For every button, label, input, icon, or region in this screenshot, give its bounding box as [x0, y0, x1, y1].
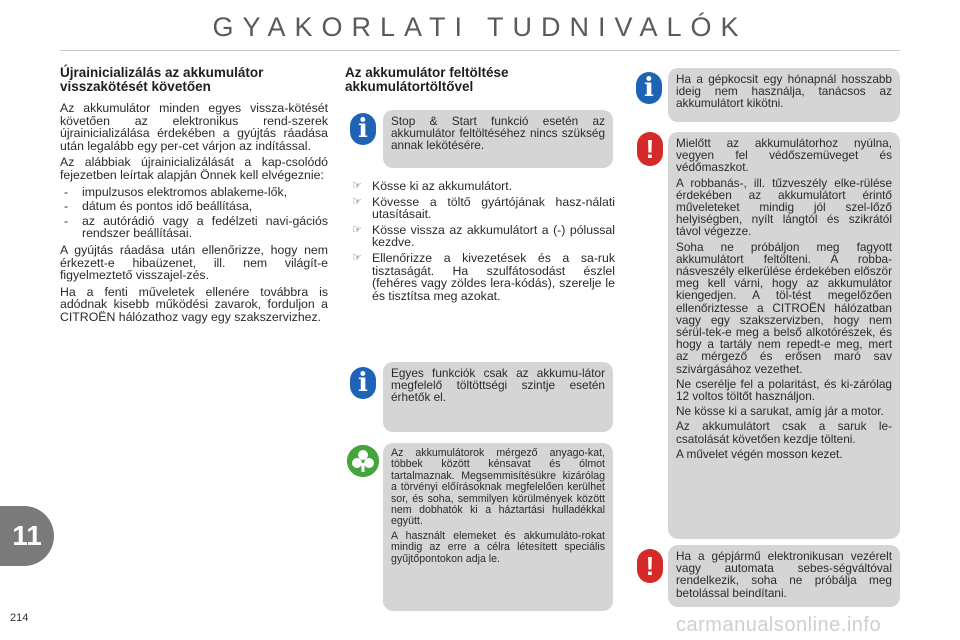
info-icon: i: [350, 113, 376, 145]
charging-section: [345, 66, 615, 102]
disposal-note: [383, 443, 613, 611]
pointing-hand-icon: ☞: [352, 251, 362, 264]
watermark: carmanualsonline.info: [676, 614, 882, 636]
reinit-paragraph-4: Ha a fenti műveletek ellenére továbbra is adódnak kisebb működési zavarok, forduljon a CITROËN hálózathoz vagy egy szakszervizhez.: [60, 284, 328, 324]
reinit-heading: Újrainicializálás az akkumulátor visszakötését követően: [60, 65, 264, 94]
page-number: 214: [10, 612, 29, 624]
note-text: Az akkumulátorok mérgező anyago-kat, többek között kénsavat és ólmot tartalmaznak. Megsemmisítésükre kizárólag a törvényi előírásoknak megfelelően kerülhet sor, és soha, semmilyen körülmények között nem dobhatók ki a háztartási hulladékkal együtt.: [391, 447, 605, 528]
warning-text: A robbanás-, ill. tűzveszély elke-rülése érdekében az akkumulátort érintő műveleteket mindig jól szel-lőző helyiségben, nyílt lángtól és szikrától távol végezze.: [676, 175, 892, 239]
list-item: - dátum és pontos idő beállítása,: [60, 200, 328, 213]
list-item: ☞ Ellenőrizze a kivezetések és a sa-ruk tisztaságát. Ha szulfátosodást észlel (fehéres vagy zöldes lera-kódás), szerelje le és tisztítsa meg azokat.: [352, 250, 615, 303]
warning-text: Ha a gépjármű elektronikusan vezérelt vagy automata sebes-ségváltóval rendelkezik, soha ne próbálja meg betolással beindítani.: [676, 549, 892, 600]
list-item: ☞ Kösse ki az akkumulátort.: [352, 179, 513, 193]
warning-text: Mielőtt az akkumulátorhoz nyúlna, vegyen fel védőszemüveget és védőmaszkot.: [676, 136, 892, 175]
charge-level-note: [383, 362, 613, 432]
recycle-icon: [347, 445, 379, 477]
reinit-paragraph-3: A gyújtás ráadása után ellenőrizze, hogy nem érkezett-e hibaüzenet, ill. nem világít-e figyelmeztető visszajel-zés.: [60, 242, 328, 283]
long-storage-note: [668, 68, 900, 122]
pointing-hand-icon: ☞: [352, 180, 362, 192]
pointing-hand-icon: ☞: [352, 223, 362, 236]
chapter-tab: 11: [0, 506, 54, 566]
note-text: Egyes funkciók csak az akkumu-látor megfelelő töltöttségi szintje esetén érhetők el.: [391, 366, 605, 405]
info-icon: i: [350, 367, 376, 399]
reinit-paragraph-1: Az akkumulátor minden egyes vissza-kötését követően az elektronikus rend-szerek újrainicializálása érdekében a gyújtás ráadása után legalább egy per-cet várjon az indítással.: [60, 101, 328, 153]
warning-text: Soha ne próbáljon meg fagyott akkumulátort feltölteni. A robba-násveszély elkerülése érdekében először meg kell várni, hogy az akkumulátor kiengedjen. A töl-tést megelőzően ellenőriztesse a CITROËN hálózatban vagy egy szakszervizben, hogy nem sérül-tek-e meg a belső alkotórészek, és hogy a tartály nem repedt-e meg, mert az mérgező és erősen maró sav szivárgásához vezethet.: [676, 239, 892, 376]
note-text: Stop & Start funkció esetén az akkumulátor feltöltéséhez nincs szükség annak lekötésére.: [391, 114, 605, 153]
page-title: GYAKORLATI TUDNIVALÓK: [212, 12, 748, 42]
header-divider: [60, 50, 900, 51]
safety-warning: [668, 132, 900, 539]
reinit-section: [60, 66, 328, 328]
note-text: A használt elemeket és akkumuláto-rokat mindig az erre a célra létesített speciális gyűjtőpontokon adja le.: [391, 529, 605, 565]
note-text: Ha a gépkocsit egy hónapnál hosszabb ideig nem használja, tanácsos az akkumulátort kikötni.: [676, 72, 892, 111]
info-icon: i: [636, 72, 662, 104]
warning-text: Ne kösse ki a sarukat, amíg jár a motor.: [676, 404, 884, 419]
warning-text: A művelet végén mosson kezet.: [676, 446, 843, 461]
warning-icon: !: [637, 132, 663, 166]
list-item: - az autórádió vagy a fedélzeti navi-gációs rendszer beállításai.: [60, 215, 328, 240]
list-item: ☞ Kövesse a töltő gyártójának hasz-nálati utasításait.: [352, 194, 615, 222]
reinit-paragraph-2: Az alábbiak újrainicializálását a kap-csolódó fejezetben leírtak alapján Önnek kell elvégeznie:: [60, 155, 328, 182]
list-item: - impulzusos elektromos ablakeme-lők,: [60, 186, 328, 199]
warning-text: Ne cserélje fel a polaritást, és ki-zárólag 12 voltos töltőt használjon.: [676, 376, 892, 404]
charging-heading: Az akkumulátor feltöltése akkumulátortöltővel: [345, 65, 509, 94]
charging-steps: [350, 180, 615, 305]
warning-icon: !: [637, 549, 663, 583]
stop-start-note: [383, 110, 613, 168]
pointing-hand-icon: ☞: [352, 195, 362, 208]
reinit-list: [60, 186, 328, 240]
push-start-warning: [668, 545, 900, 607]
list-item: ☞ Kösse vissza az akkumulátort a (-) pólussal kezdve.: [352, 222, 615, 250]
warning-text: Az akkumulátort csak a saruk le-csatolását követően kezdje tölteni.: [676, 419, 892, 446]
